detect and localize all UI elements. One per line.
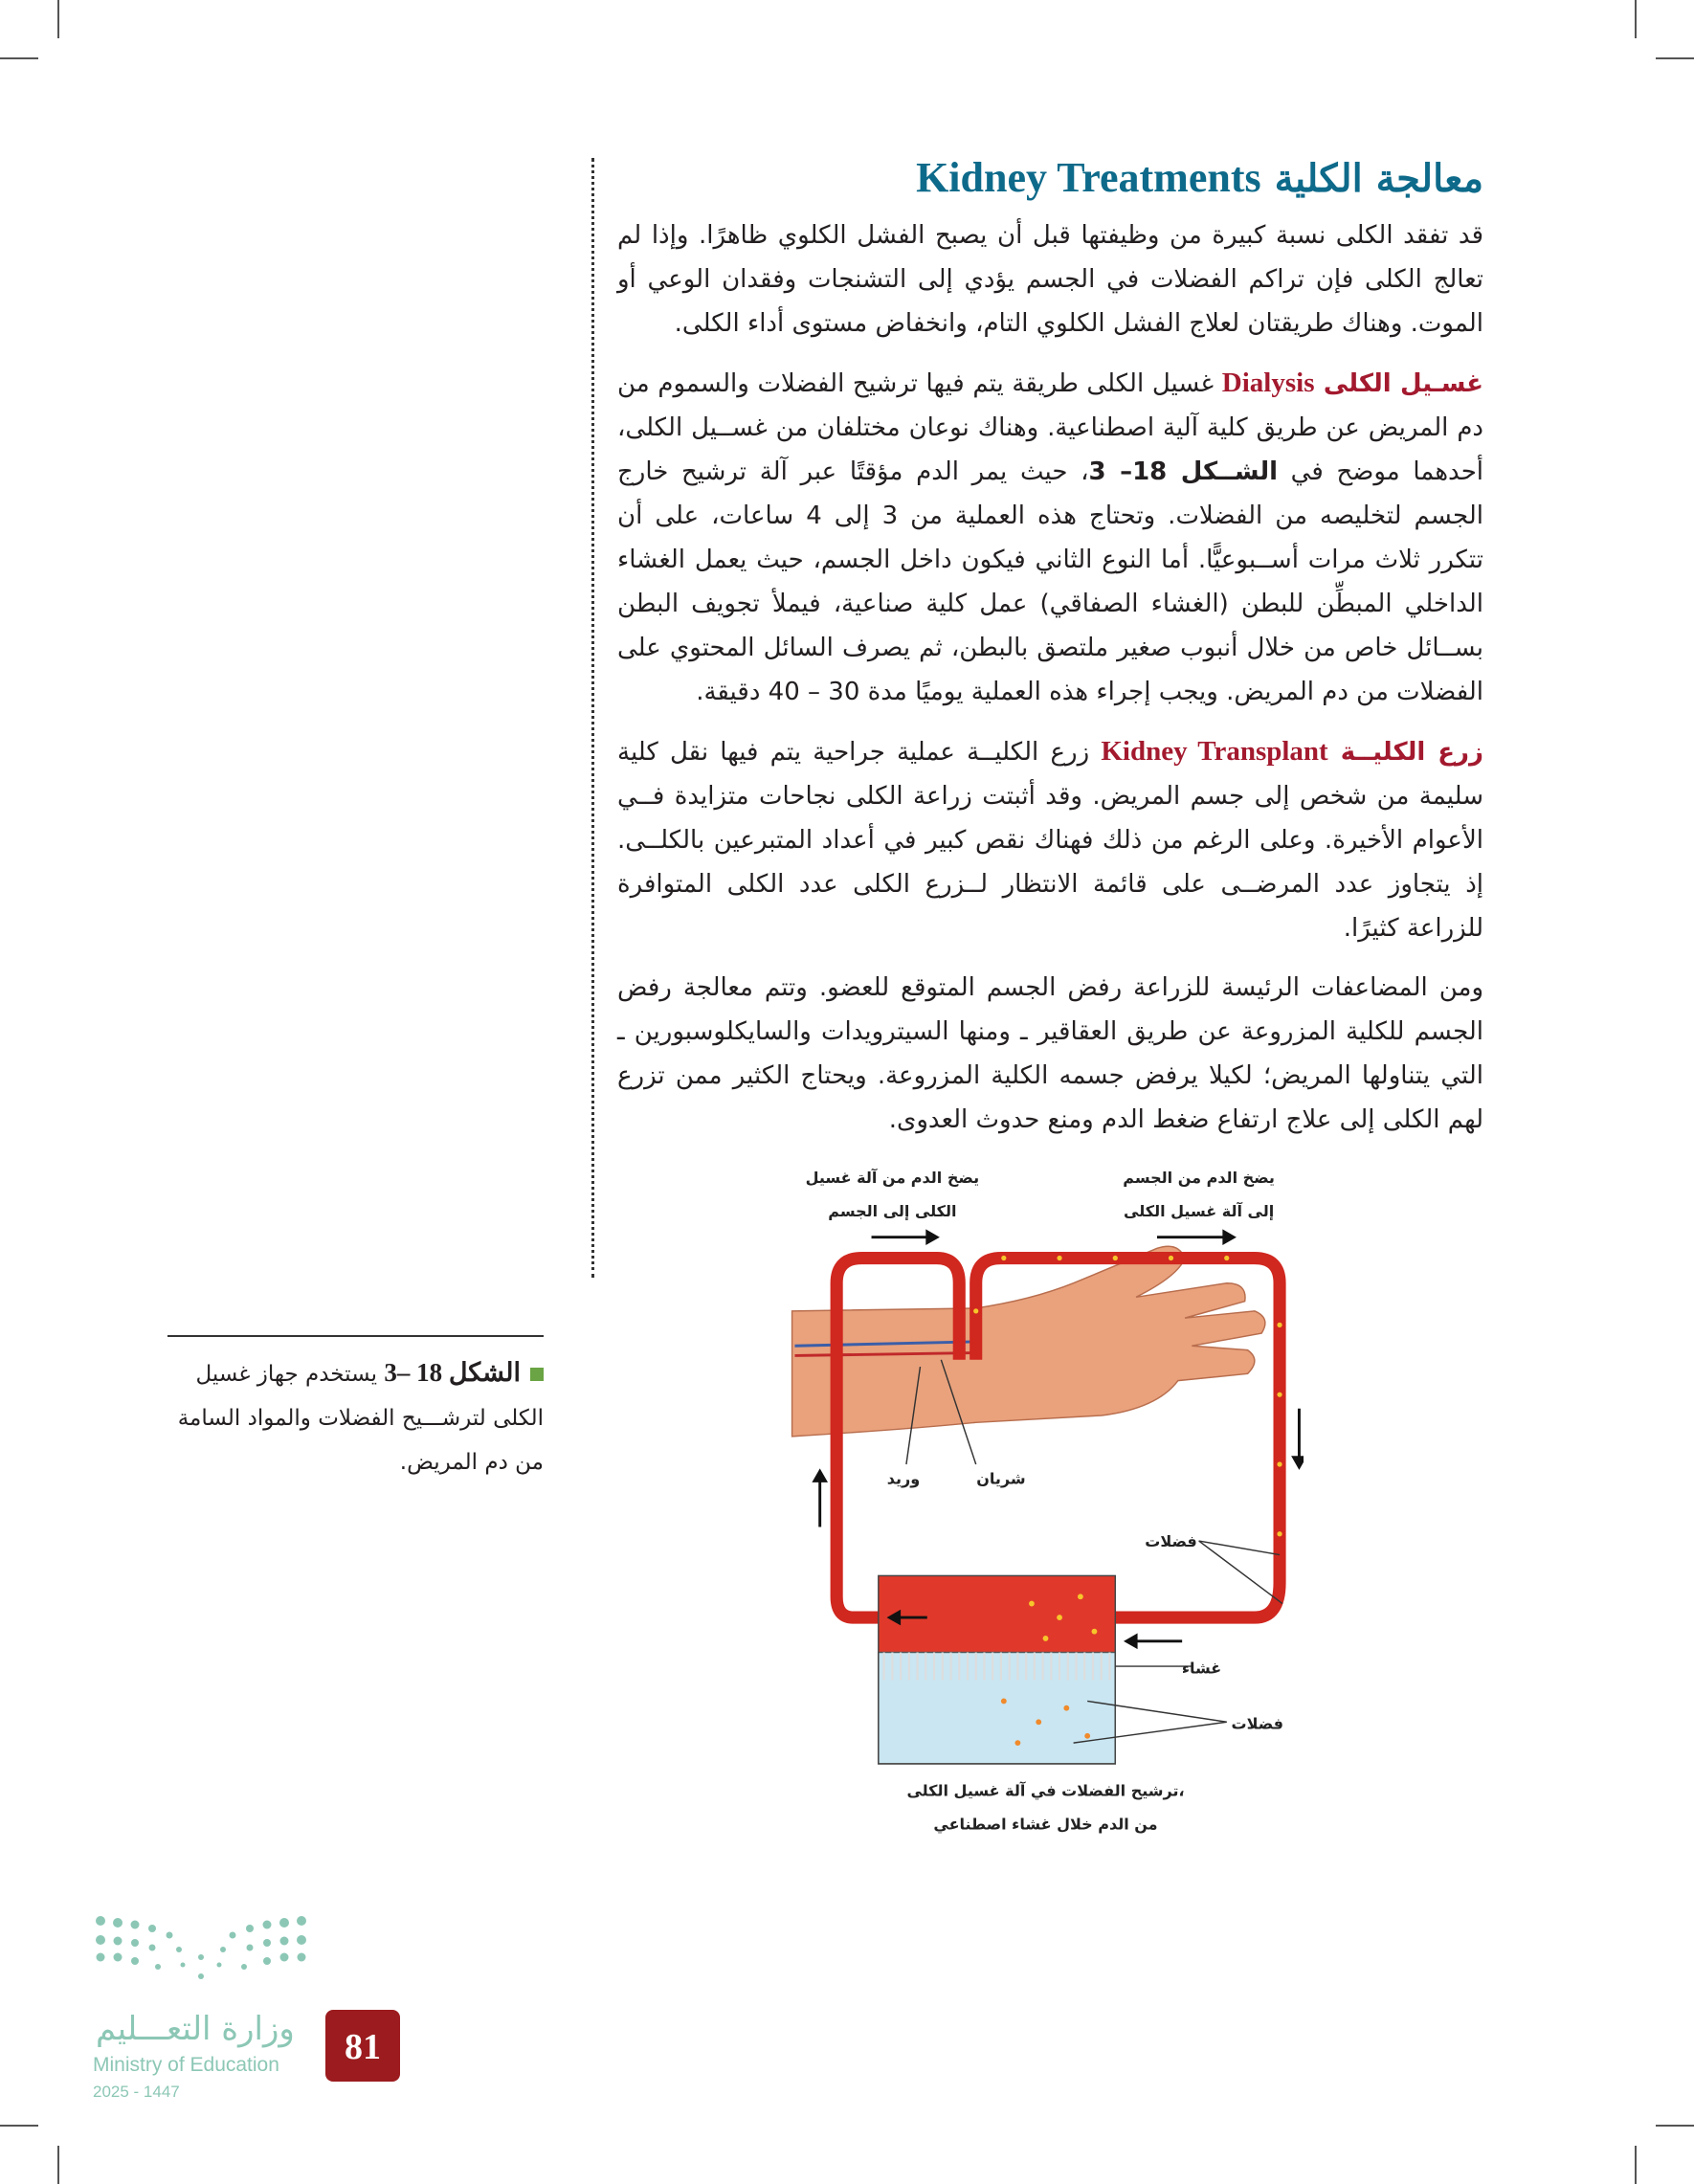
crop-mark [1635,0,1637,38]
blood-chamber [879,1575,1115,1652]
label-pump-to-body: يضخ الدم من آلة غسيل [805,1168,980,1187]
label-pump-to-body-2: الكلى إلى الجسم [828,1201,957,1220]
crop-mark [57,0,59,38]
crop-mark [0,57,38,59]
label-waste-top: فضلات [1145,1531,1197,1550]
ministry-logo-dots [91,1909,311,2005]
crop-mark [1656,2125,1694,2127]
arm-hand-illustration [792,1246,1265,1437]
figure-reference: الشــكل 18– 3 [1088,457,1278,486]
caption-label: الشكل 18 –3 [384,1358,521,1387]
heading-ar: معالجة الكلية [1274,156,1483,201]
caption-text: يستخدم جهاز غسيل الكلى لترشـــيح الفضلات والمواد السامة من دم المريض. [177,1362,544,1475]
content-flow [0,153,1694,1840]
dialysis-text: غسيل الكلى طريقة يتم فيها ترشيح الفضلات والسموم من دم المريض عن طريق كلية آلية اصطناعية. وهناك نوعان مختلفان من غســيل الكلى، أحدهما موضح في [617,369,1483,486]
dialysis-text-cont: ، حيث يمر الدم مؤقتًا عبر آلة ترشيح خارج الجسم لتخليصه من الفضلات. وتحتاج هذه العملية من 3 إلى 4 ساعات، على أن تتكرر ثلاث مرات أســبوعيًّا. أما النوع الثاني فيكون داخل الجسم، حيث يعمل الغشاء الداخلي المبطِّن للبطن (الغشاء الصفاقي) عمل كلية صناعية، فيملأ تجويف البطن بســائل خاص من خلال أنبوب صغير ملتصق بالبطن، ثم يصرف السائل المحتوي على الفضلات من دم المريض. ويجب إجراء هذه العملية يوميًا مدة 30 – 40 دقيقة. [617,457,1483,706]
complications-paragraph: ومن المضاعفات الرئيسة للزراعة رفض الجسم المتوقع للعضو. وتتم معالجة رفض الجسم للكلية المزروعة عن طريق العقاقير ـ ومنها السيترويدات والسايكلوسبورين ـ التي يتناولها المريض؛ لكيلا يرفض جسمه الكلية المزروعة. ويحتاج الكثير ممن تزرع لهم الكلى إلى علاج ارتفاع ضغط الدم ومنع حدوث العدوى. [617,973,1483,1134]
section-heading [617,153,1483,202]
logo-ministry-english: Ministry of Education [93,2054,279,2076]
dialysis-paragraph [617,361,1483,714]
logo-ministry-arabic: وزارة التعـــليم [96,2010,295,2048]
logo-year: 2025 - 1447 [93,2083,180,2101]
term-ar: زرع الكليــة [1340,738,1483,767]
label-filter-1: ترشيح الفضلات في آلة غسيل الكلى، [906,1781,1185,1800]
dialysate-chamber [879,1652,1115,1763]
heading-en: Kidney Treatments [916,154,1261,201]
dialysis-term [1222,369,1483,398]
dialysis-diagram [788,1165,1304,1840]
transplant-term [1101,738,1483,767]
crop-mark [0,2125,38,2127]
transplant-paragraph [617,729,1483,950]
intro-paragraph: قد تفقد الكلى نسبة كبيرة من وظيفتها قبل أن يصبح الفشل الكلوي ظاهرًا. وإذا لم تعالج الكلى فإن تراكم الفضلات في الجسم يؤدي إلى التشنجات وفقدان الوعي أو الموت. وهناك طريقتان لعلاج الفشل الكلوي التام، وانخفاض مستوى أداء الكلى. [617,221,1483,338]
transplant-text: زرع الكليــة عملية جراحية يتم فيها نقل كلية سليمة من شخص إلى جسم المريض. وقد أثبتت زراعة الكلى نجاحات متزايدة فــي الأعوام الأخيرة. وعلى الرغم من ذلك فهناك نقص كبير في أعداد المتبرعين بالكلــى. إذ يتجاوز عدد المرضــى على قائمة الانتظار لــزرع الكلى عدد الكلى المتوافرة للزراعة كثيرًا. [617,738,1483,943]
label-filter-2: من الدم خلال غشاء اصطناعي [933,1815,1158,1834]
page-number-badge: 81 [325,2010,400,2082]
label-membrane: غشاء [1181,1659,1222,1678]
term-en: Dialysis [1221,368,1315,398]
main-text-column [617,153,1483,1142]
term-ar: غسـيل الكلى [1323,369,1483,398]
label-artery: شريان [976,1469,1026,1488]
label-waste-bottom: فضلات [1231,1714,1283,1733]
label-vein: وريد [886,1469,921,1488]
label-pump-to-machine-2: إلى آلة غسيل الكلى [1124,1201,1275,1220]
term-en: Kidney Transplant [1101,736,1328,767]
crop-mark [1635,2146,1637,2184]
label-pump-to-machine: يضخ الدم من الجسم [1123,1168,1275,1187]
crop-mark [57,2146,59,2184]
crop-mark [1656,57,1694,59]
